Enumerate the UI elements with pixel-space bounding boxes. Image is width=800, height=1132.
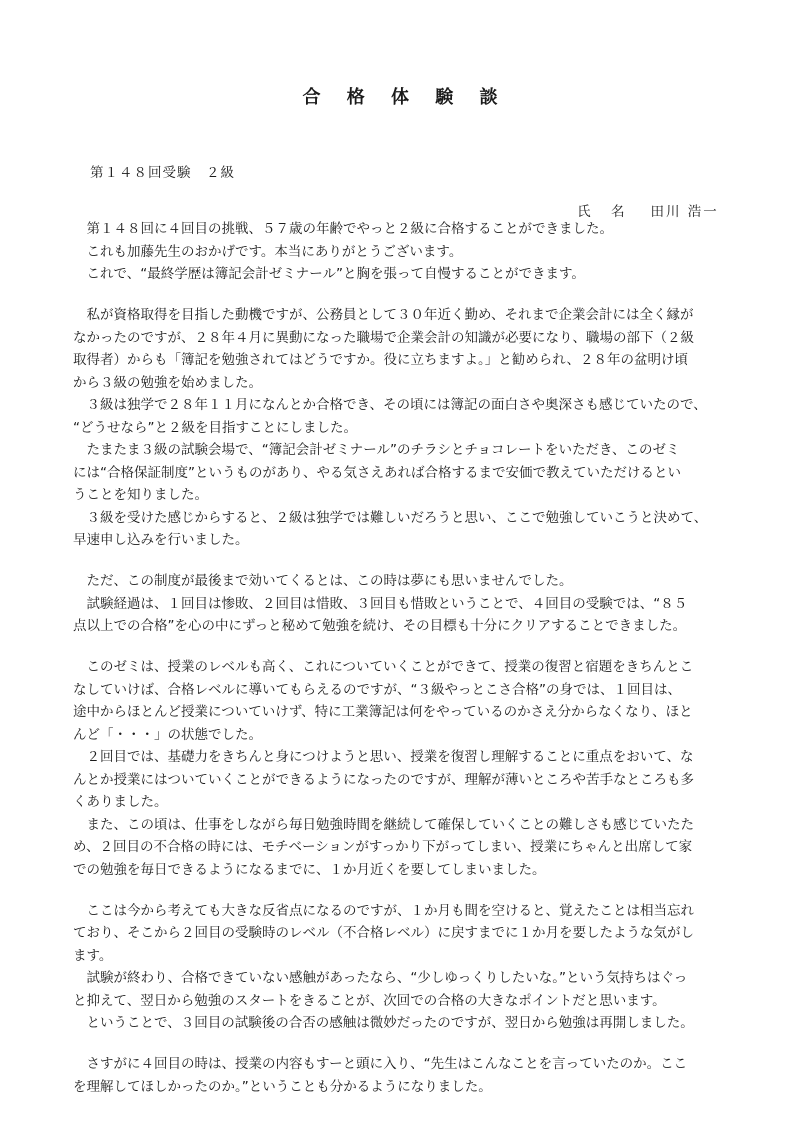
- text-line: 試験が終わり、合格できていない感触があったなら、“少しゆっくりしたいな。”という気持ちはぐっ: [73, 970, 688, 986]
- text-line: [73, 638, 733, 657]
- text-line: ３級は独学で２８年１１月になんとか合格でき、その頃には簿記の面白さや奥深さも感じていたので、: [73, 397, 707, 413]
- text-line: んど「・・・」の状態でした。: [73, 726, 262, 743]
- text-line: “どうせなら”と２級を目指すことにしました。: [73, 419, 357, 436]
- text-line: [73, 286, 733, 305]
- text-line: を理解してほしかったのか。”ということも分かるようになりました。: [73, 1078, 492, 1095]
- text-line: ており、そこから２回目の受験時のレベル（不合格レベル）に戻すまでに１か月を要したような気がし: [73, 925, 694, 941]
- text-line: また、この頃は、仕事をしながら毎日勉強時間を継続して確保していくことの難しさも感じていたた: [73, 816, 694, 833]
- text-line: ３級を受けた感じからすると、２級は独学では難しいだろうと思い、ここで勉強していこうと決めて、: [73, 509, 708, 526]
- text-line: これも加藤先生のおかげです。本当にありがとうございます。: [73, 243, 463, 260]
- text-line: たまたま３級の試験会場で、“簿記会計ゼミナール”のチラシとチョコレートをいただき、このゼミ: [73, 442, 680, 458]
- text-line: 点以上での合格”を心の中にずっと秘めて勉強を続け、その目標も十分にクリアすることできました。: [73, 618, 687, 634]
- author-name: 田川 浩一: [650, 204, 719, 220]
- text-line: これで、“最終学歴は簿記会計ゼミナール”と胸を張って自慢することができます。: [73, 266, 585, 282]
- exam-info: 第１４８回受験 ２級: [90, 165, 235, 181]
- text-line: ここは今から考えても大きな反省点になるのですが、１か月も間を空けると、覚えたことは相当忘れ: [73, 902, 694, 919]
- text-line: と抑えて、翌日から勉強のスタートをきることが、次回での合格の大きなポイントだと思います。: [73, 992, 666, 1009]
- document-title: 合 格 体 験 談: [302, 87, 508, 108]
- text-line: [73, 552, 733, 571]
- text-line: 取得者）からも「簿記を勉強されてはどうですか。役に立ちますよ。」と勧められ、２８年の盆明け頃: [73, 352, 689, 368]
- text-line: [73, 881, 733, 900]
- text-line: このゼミは、授業のレベルも高く、これについていくことができて、授業の復習と宿題をきちんとこ: [73, 659, 694, 675]
- text-line: め、２回目の不合格の時には、モチベーションがすっかり下がってしまい、授業にちゃんと出席して家: [73, 839, 693, 855]
- text-line: 私が資格取得を目指した動機ですが、公務員として３０年近く勤め、それまで企業会計には全く縁が: [73, 307, 694, 323]
- author-label: 氏 名: [577, 204, 633, 220]
- body-text: [73, 218, 733, 1098]
- text-line: なしていけば、合格レベルに導いてもらえるのですが、“３級やっとこさ合格”の身では、１回目は、: [73, 681, 681, 698]
- text-line: 途中からほとんど授業についていけず、特に工業簿記は何をやっているのかさえ分からなくなり、ほと: [73, 704, 693, 720]
- text-line: での勉強を毎日できるようになるまでに、１か月近くを要してしまいました。: [73, 861, 546, 878]
- text-line: うことを知りました。: [73, 487, 208, 503]
- text-line: 早速申し込みを行いました。: [73, 532, 249, 548]
- text-line: [73, 1035, 733, 1054]
- text-line: くありました。: [73, 794, 168, 810]
- text-line: 第１４８回に４回目の挑戦、５７歳の年齢でやっと２級に合格することができました。: [73, 221, 613, 237]
- text-line: ２回目では、基礎力をきちんと身につけようと思い、授業を復習し理解することに重点をおいて、な: [73, 749, 694, 765]
- text-line: には“合格保証制度”というものがあり、やる気さえあれば合格するまで安価で教えていただけるとい: [73, 464, 681, 481]
- text-line: なかったのですが、２８年４月に異動になった職場で企業会計の知識が必要になり、職場の部下（２級: [73, 329, 694, 346]
- text-line: さすがに４回目の時は、授業の内容もすーと頭に入り、“先生はこんなことを言っていたのか。ここ: [73, 1056, 688, 1072]
- text-line: 試験経過は、１回目は惨敗、２回目は惜敗、３回目も惜敗ということで、４回目の受験では、“８５: [73, 595, 688, 612]
- text-line: ただ、この制度が最後まで効いてくるとは、この時は夢にも思いませんでした。: [73, 573, 573, 589]
- text-line: ということで、３回目の試験後の合否の感触は微妙だったのですが、翌日から勉強は再開しました。: [73, 1015, 694, 1031]
- text-line: ます。: [73, 947, 113, 964]
- text-line: んとか授業にはついていくことができるようになったのですが、理解が薄いところや苦手なところも多: [73, 771, 694, 788]
- text-line: から３級の勉強を始めました。: [73, 374, 262, 391]
